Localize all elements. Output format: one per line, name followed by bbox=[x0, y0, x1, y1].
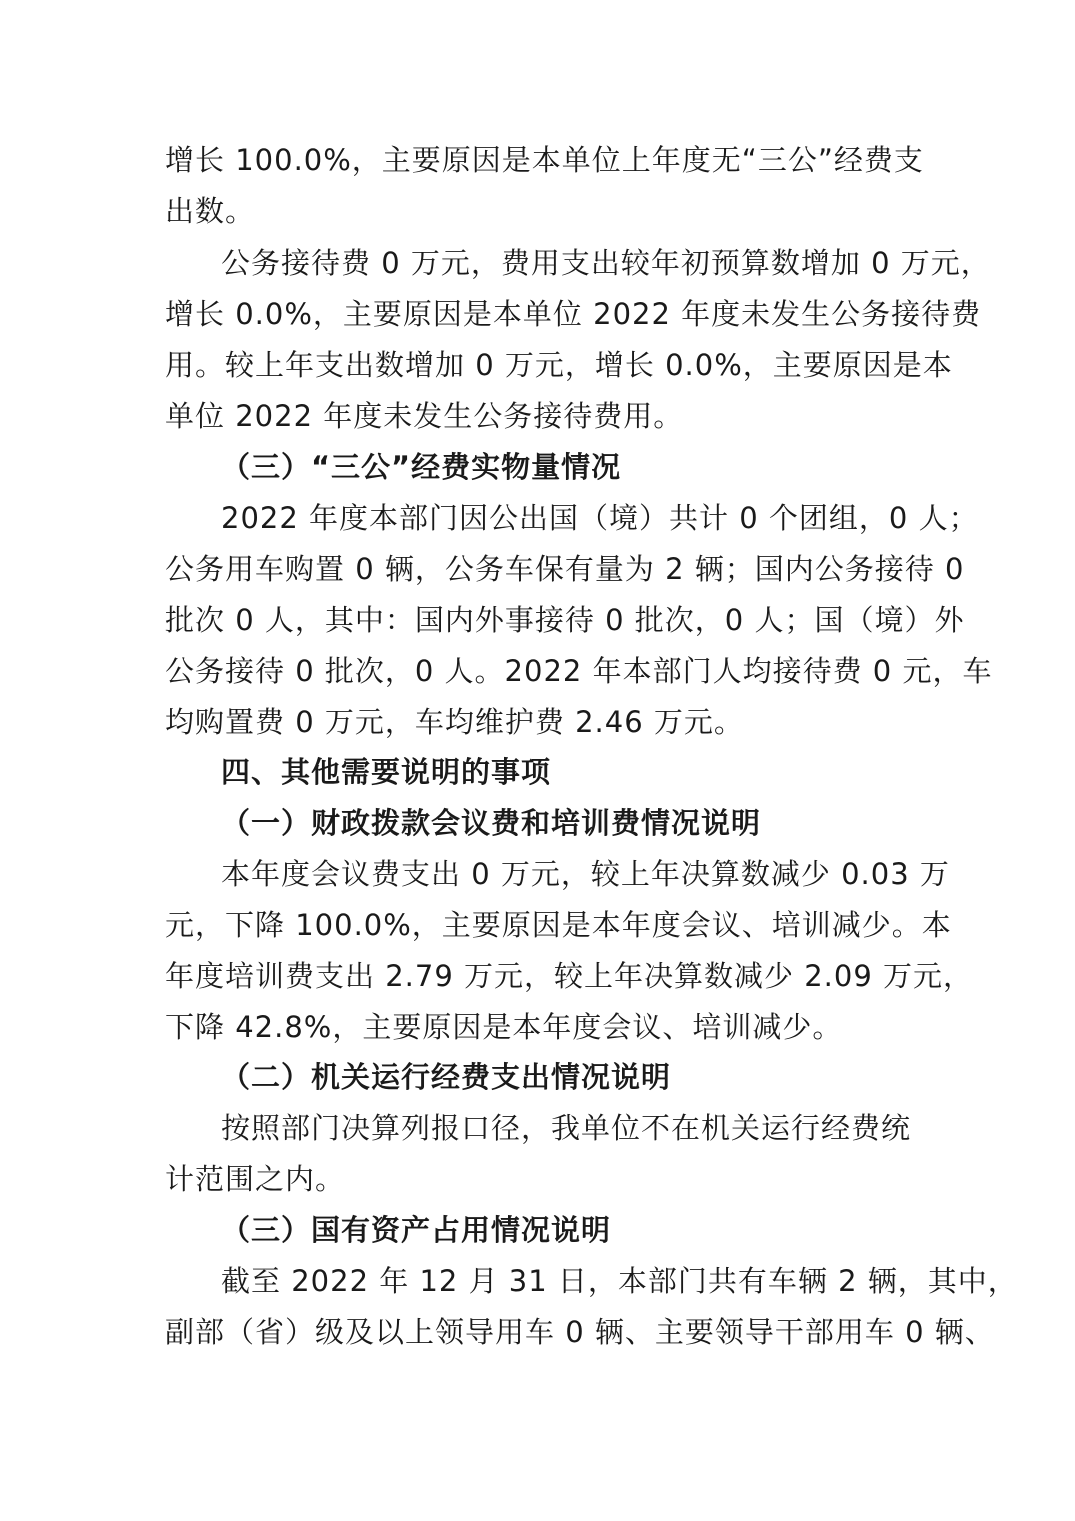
paragraph-line: 2022 年度本部门因公出国（境）共计 0 个团组，0 人； bbox=[221, 501, 979, 535]
section-heading: （三）“三公”经费实物量情况 bbox=[221, 450, 622, 484]
paragraph-line: 元，下降 100.0%，主要原因是本年度会议、培训减少。本 bbox=[165, 908, 952, 942]
paragraph-line: 增长 100.0%，主要原因是本单位上年度无“三公”经费支 bbox=[165, 143, 924, 177]
paragraph-line: 按照部门决算列报口径，我单位不在机关运行经费统 bbox=[221, 1111, 912, 1145]
paragraph-line: 公务用车购置 0 辆，公务车保有量为 2 辆；国内公务接待 0 bbox=[165, 552, 965, 586]
section-heading: 四、其他需要说明的事项 bbox=[221, 755, 552, 789]
paragraph-line: 用。较上年支出数增加 0 万元，增长 0.0%，主要原因是本 bbox=[165, 348, 953, 382]
paragraph-line: 公务接待费 0 万元，费用支出较年初预算数增加 0 万元， bbox=[221, 246, 991, 280]
section-heading: （三）国有资产占用情况说明 bbox=[221, 1213, 612, 1247]
section-heading: （二）机关运行经费支出情况说明 bbox=[221, 1060, 672, 1094]
paragraph-line: 公务接待 0 批次，0 人。2022 年本部门人均接待费 0 元，车 bbox=[165, 654, 993, 688]
paragraph-line: 单位 2022 年度未发生公务接待费用。 bbox=[165, 399, 684, 433]
paragraph-line: 增长 0.0%，主要原因是本单位 2022 年度未发生公务接待费 bbox=[165, 297, 982, 331]
paragraph-line: 计范围之内。 bbox=[165, 1162, 346, 1196]
paragraph-line: 副部（省）级及以上领导用车 0 辆、主要领导干部用车 0 辆、 bbox=[165, 1315, 995, 1349]
paragraph-line: 出数。 bbox=[165, 194, 256, 228]
section-heading: （一）财政拨款会议费和培训费情况说明 bbox=[221, 806, 762, 840]
paragraph-line: 截至 2022 年 12 月 31 日，本部门共有车辆 2 辆，其中， bbox=[221, 1264, 1018, 1298]
paragraph-line: 批次 0 人，其中：国内外事接待 0 批次，0 人；国（境）外 bbox=[165, 603, 965, 637]
paragraph-line: 均购置费 0 万元，车均维护费 2.46 万元。 bbox=[165, 705, 744, 739]
paragraph-line: 本年度会议费支出 0 万元，较上年决算数减少 0.03 万 bbox=[221, 857, 950, 891]
paragraph-line: 年度培训费支出 2.79 万元，较上年决算数减少 2.09 万元， bbox=[165, 959, 974, 993]
paragraph-line: 下降 42.8%，主要原因是本年度会议、培训减少。 bbox=[165, 1010, 843, 1044]
